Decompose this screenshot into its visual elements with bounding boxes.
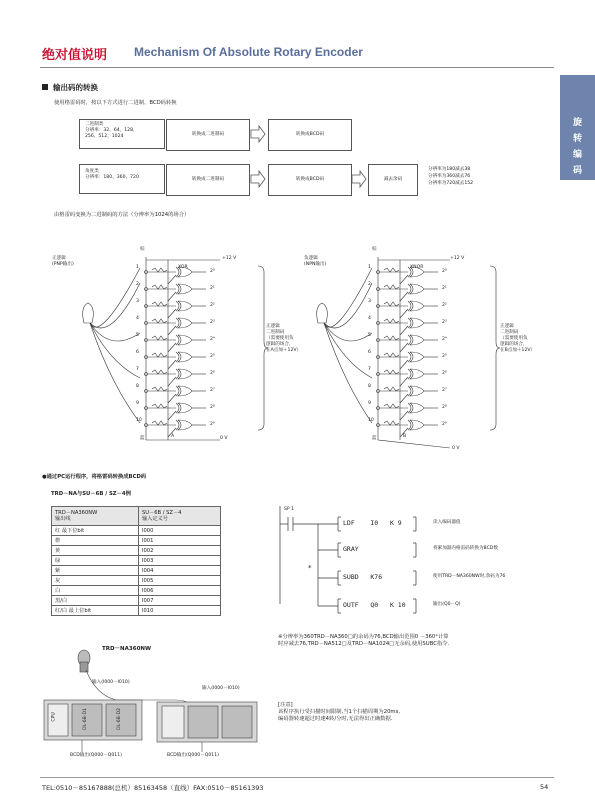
- bcd-out-label-right: BCD输出(Q000－Q011): [167, 753, 219, 758]
- device-model: TRD－NA360NW: [102, 646, 152, 652]
- note-line: 二进制码: [500, 329, 519, 335]
- section-bullet-icon: [42, 84, 48, 90]
- gate-label: XNOR: [410, 265, 424, 270]
- gate-row: [145, 318, 207, 335]
- page-title-en: Mechanism Of Absolute Rotary Encoder: [134, 45, 363, 59]
- bcd-out-label-left: BCD输出(Q000－Q011): [70, 753, 122, 758]
- output-label: 2⁰: [442, 269, 447, 274]
- panel-label: DL-6B-D2: [116, 708, 122, 730]
- ladder-star: *: [308, 564, 312, 572]
- note-line: （需要使用负: [500, 335, 528, 341]
- flow1-box-to-binary: 转换成二进制码: [166, 119, 250, 151]
- top-wire-label: 棕: [372, 247, 377, 252]
- flow2-box-subtract: 减去余码: [368, 164, 418, 196]
- input-label: 6: [136, 350, 139, 355]
- output-label: 2¹: [210, 286, 215, 291]
- arrow-right-icon: [250, 170, 266, 188]
- flow-text: 角度类: [85, 169, 99, 174]
- circuit-title-line: 正逻辑: [52, 256, 66, 261]
- input-label: 4: [368, 316, 371, 321]
- table-cell: 绿: [52, 556, 139, 566]
- header-rule: [40, 67, 554, 68]
- table-header: [138, 507, 220, 526]
- attention-line: 该程序执行受扫描时间限制,当1个扫描周期为20ms,: [278, 709, 401, 716]
- device-input-label-right: 输入(I000－I010): [202, 686, 240, 691]
- input-label: 5: [136, 333, 139, 338]
- flow2-box-to-bcd: 转换成BCD码: [268, 164, 352, 196]
- table-row: [52, 556, 221, 566]
- flow-text: 分辨率：180、360、720: [85, 174, 139, 180]
- table-cell: 紫: [52, 566, 139, 576]
- note-line: （需要使用负: [266, 335, 294, 341]
- flow-note: 分辨率为360减去76: [428, 174, 471, 180]
- footer-rule: [40, 777, 554, 778]
- gate-array: [300, 248, 562, 460]
- method-note: 由格雷码变换为二进制码的方法（分辨率为1024的场合）: [54, 212, 190, 218]
- table-row: [52, 606, 221, 616]
- side-tab: [560, 75, 595, 192]
- side-tab-char: 转: [572, 134, 582, 144]
- input-label: 3: [136, 299, 139, 304]
- input-label: 10: [136, 418, 142, 423]
- bottom-wire-label: 蓝: [140, 436, 145, 441]
- attention-line: 编码器转速超过时速4转/分时,无法得出正确数据.: [278, 716, 393, 723]
- input-label: 2: [136, 282, 139, 287]
- side-tab-char: 旋: [572, 118, 582, 128]
- pc-section-subtitle: TRD－NA与SU－6B / SZ－4例: [51, 491, 131, 497]
- output-label: 2⁷: [442, 388, 447, 393]
- input-label: 7: [136, 367, 139, 372]
- output-label: 2⁵: [442, 354, 447, 359]
- table-row: [52, 596, 221, 606]
- ladder-lines: [278, 504, 548, 626]
- output-label: 2⁷: [210, 388, 215, 393]
- output-label: 2³: [442, 320, 447, 325]
- ladder-instr: LDF I0 K 9: [343, 519, 402, 527]
- supply-label: +12 V: [222, 256, 237, 261]
- ladder-instr: GRAY: [343, 545, 359, 553]
- gate-row: [145, 369, 207, 386]
- point-label: B: [403, 434, 407, 439]
- table-cell: 灰: [52, 576, 139, 586]
- gate-row: [377, 301, 439, 318]
- output-label: 2²: [210, 303, 215, 308]
- top-wire-label: 棕: [140, 247, 145, 252]
- table-row: [52, 576, 221, 586]
- ground-label: 0 V: [452, 446, 460, 451]
- flow-note: 分辨率为180减去38: [428, 167, 471, 172]
- arrow-right-icon: [351, 170, 367, 188]
- gate-row: [377, 420, 439, 437]
- output-label: 2⁴: [442, 337, 447, 342]
- output-label: 2¹: [442, 286, 447, 291]
- footer-contact: TEL:0510－85167888(总机）85163458（直线）FAX:0510－85161393: [42, 784, 264, 792]
- table-cell: I004: [138, 566, 220, 576]
- flow2-notes: [428, 166, 473, 187]
- gate-label: XOR: [178, 265, 188, 270]
- arrow-right-icon: [250, 125, 266, 143]
- gate-row: [145, 352, 207, 369]
- footnote-line: 时应减去76,TRD－NA512□及TRD－NA1024□无余码,使用SUBC指令.: [278, 641, 450, 648]
- table-row: [52, 586, 221, 596]
- side-tab-char: 编: [572, 150, 582, 160]
- table-cell: 红 最下位bit: [52, 526, 139, 536]
- table-cell: I002: [138, 546, 220, 556]
- device-input-label-left: 输入(I000－I010): [92, 680, 130, 685]
- flow-note: 分辨率为720减去152: [428, 181, 474, 187]
- attention-title: [注意]: [278, 702, 293, 708]
- ladder-note: 输出(Q0－Q): [433, 602, 461, 607]
- input-label: 5: [368, 333, 371, 338]
- gate-row: [145, 403, 207, 420]
- pc-section-title: ●通过PC运行程序，将格雷码转换成BCD码: [42, 474, 147, 480]
- table-cell: 橙: [52, 536, 139, 546]
- ladder-instr: SUBD K76: [343, 573, 383, 581]
- table-cell: 黑/白: [52, 596, 139, 606]
- attention-note: [278, 702, 548, 723]
- section-intro: 使用格雷码时，按以下方式进行二进制、BCD码转换: [54, 100, 177, 106]
- input-label: 1: [368, 265, 371, 270]
- note-line: 在A点加＋12V）: [266, 347, 302, 353]
- output-label: 2⁶: [210, 371, 215, 376]
- table-cell: I006: [138, 586, 220, 596]
- input-label: 1: [136, 265, 139, 270]
- ground-label: 0 V: [220, 436, 228, 441]
- header-line: SU－6B / SZ－4: [141, 509, 182, 516]
- gate-row: [145, 420, 207, 437]
- gate-row: [377, 335, 439, 352]
- note-line: 逻辑的场合，: [500, 341, 528, 347]
- device-illustration: [42, 640, 272, 775]
- table-cell: I000: [138, 526, 220, 536]
- header-line: TRD－NA360NW: [55, 509, 98, 516]
- supply-label: +12 V: [450, 256, 465, 261]
- ladder-note: 读入编码器值: [433, 520, 461, 525]
- ladder-instr: OUTF Q0 K 10: [343, 601, 406, 609]
- table-row: [52, 536, 221, 546]
- circuit-title-line: (PNP输出): [52, 261, 74, 267]
- note-line: 正逻辑: [266, 324, 280, 329]
- table-cell: I005: [138, 576, 220, 586]
- table-cell: I003: [138, 556, 220, 566]
- input-label: 10: [368, 418, 374, 423]
- gate-row: [377, 267, 439, 284]
- page-title-cn: 绝对值说明: [42, 48, 108, 63]
- section-title: 输出码的转换: [53, 83, 98, 92]
- table-cell: I001: [138, 536, 220, 546]
- footnote-line: ※分辨率为360TRD－NA360□的余码为76,BCD输出范围0 －360°计算: [278, 634, 449, 640]
- gate-row: [377, 403, 439, 420]
- input-label: 2: [368, 282, 371, 287]
- gate-row: [377, 318, 439, 335]
- ladder-contact-label: SP 1: [284, 507, 295, 512]
- output-label: 2⁸: [210, 405, 215, 410]
- input-label: 9: [136, 401, 139, 406]
- output-label: 2⁸: [442, 405, 447, 410]
- input-label: 6: [368, 350, 371, 355]
- gate-row: [145, 267, 207, 284]
- circuit-title-line: (NPN输出): [304, 261, 327, 267]
- flow-text: 二进制类: [85, 122, 104, 127]
- table-cell: I010: [138, 606, 220, 616]
- table-header: [52, 507, 139, 526]
- input-label: 4: [136, 316, 139, 321]
- note-line: 逻辑的场合，: [266, 341, 294, 347]
- side-tab-char: 器: [572, 182, 582, 192]
- side-tab-char: 码: [572, 166, 582, 176]
- note-line: 在B点加＋12V）: [500, 347, 536, 353]
- header-line: 输出线: [55, 516, 71, 522]
- gate-row: [377, 369, 439, 386]
- point-label: A: [171, 434, 175, 439]
- input-label: 3: [368, 299, 371, 304]
- ladder-note: 将累加器内格雷码转换为BCD数: [433, 546, 498, 551]
- output-label: 2⁹: [442, 422, 447, 427]
- output-label: 2³: [210, 320, 215, 325]
- flow1-box-to-bcd: 转换成BCD码: [268, 119, 352, 151]
- flow2-box-angle-class: [79, 164, 165, 194]
- output-label: 2⁰: [210, 269, 215, 274]
- bottom-wire-label: 蓝: [372, 436, 377, 441]
- flow2-box-to-binary: 转换成二进制码: [166, 164, 250, 196]
- table-row: [52, 526, 221, 536]
- input-label: 7: [368, 367, 371, 372]
- page-number: 54: [540, 783, 549, 791]
- table-cell: 红/白 最上位bit: [52, 606, 139, 616]
- ladder-diagram: [278, 504, 548, 626]
- gate-row: [377, 386, 439, 403]
- table-row: [52, 546, 221, 556]
- input-label: 8: [368, 384, 371, 389]
- circuit-right: [300, 248, 562, 460]
- output-label: 2⁴: [210, 337, 215, 342]
- table-cell: 黄: [52, 546, 139, 556]
- flow1-box-binary-class: [79, 119, 165, 149]
- footnote: [278, 634, 548, 648]
- gate-row: [145, 284, 207, 301]
- gate-row: [145, 335, 207, 352]
- output-label: 2⁵: [210, 354, 215, 359]
- table-cell: 白: [52, 586, 139, 596]
- gate-row: [145, 301, 207, 318]
- table-cell: I007: [138, 596, 220, 606]
- output-label: 2⁹: [210, 422, 215, 427]
- gate-row: [377, 284, 439, 301]
- panel-label: CPU: [51, 712, 57, 722]
- panel-label: DL-6B-D1: [82, 708, 88, 730]
- input-label: 9: [368, 401, 371, 406]
- table-header-row: [52, 507, 221, 526]
- circuit-left: [48, 248, 310, 460]
- gate-row: [377, 352, 439, 369]
- gate-array: [48, 248, 310, 460]
- input-label: 8: [136, 384, 139, 389]
- flow-text: 分辨率：32、64、128、: [85, 127, 138, 133]
- note-line: 正逻辑: [500, 324, 514, 329]
- io-table: [51, 506, 221, 616]
- table-row: [52, 566, 221, 576]
- note-line: 二进制码: [266, 329, 285, 335]
- ladder-note: 使用TRD－NA360NW时,余码为76: [433, 574, 506, 579]
- output-label: 2⁶: [442, 371, 447, 376]
- circuit-title-line: 负逻辑: [304, 256, 318, 261]
- header-line: 输入定义号: [141, 516, 168, 522]
- output-label: 2²: [442, 303, 447, 308]
- gate-row: [145, 386, 207, 403]
- flow-text: 256、512、1024: [85, 133, 124, 139]
